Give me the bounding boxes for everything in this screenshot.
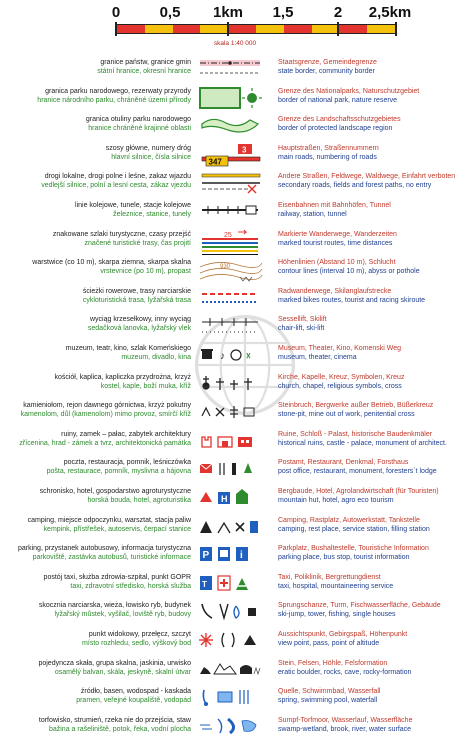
polish-czech-label (6, 144, 191, 162)
english-text: parking place, bus stop, tourist information (278, 554, 410, 562)
english-text: museum, theater, cinema (278, 354, 357, 361)
bike-route-icon (198, 286, 264, 312)
parking-icon (198, 543, 264, 569)
legend-symbol (198, 629, 264, 658)
legend-row (0, 485, 470, 514)
polish-text: skocznia narciarska, wieża, łowisko ryb, budynek (38, 602, 191, 610)
legend-symbol (198, 400, 264, 429)
czech-text: muzeum, divadlo, kina (121, 354, 191, 361)
german-english-label (278, 172, 468, 190)
german-english-label (278, 601, 468, 619)
legend-symbol (198, 86, 264, 115)
czech-text: hlavní silnice, čísla silnice (111, 153, 191, 161)
german-text: Postamt, Restaurant, Denkmal, Forsthaus (278, 459, 409, 467)
scale-segment (284, 25, 312, 33)
main-road-icon (198, 143, 264, 169)
polish-text: granica parku narodowego, rezerwaty przyrody (45, 87, 191, 95)
english-text: church, chapel, religious symbols, cross (278, 382, 402, 390)
scale-label: 2 (333, 4, 343, 21)
czech-text: státní hranice, okresní hranice (97, 68, 191, 75)
czech-text: kempink, přístřešek, autoservis, čerpací stanice (43, 525, 191, 533)
polish-text: muzeum, teatr, kino, szlak Komeńskiego (65, 345, 191, 352)
legend-row (0, 170, 470, 199)
polish-czech-label (6, 115, 191, 133)
polish-text: parking, przystanek autobusowy, informacja turystyczna (17, 545, 191, 553)
legend-symbol (198, 486, 264, 515)
german-text: Bergbaude, Hotel, Agrolandwirtschaft (für Touristen) (278, 488, 439, 495)
english-text: marked tourist routes, time distances (278, 239, 393, 247)
german-text: Höhenlinien (Abstand 10 m), Schlucht (278, 259, 396, 267)
polish-czech-label (6, 487, 191, 505)
polish-text: poczta, restauracja, pomnik, leśniczówka (63, 459, 191, 467)
polish-czech-label (6, 201, 191, 219)
german-english-label (278, 87, 468, 105)
english-text: marked bikes routes, tourist and racing skiroute (278, 296, 426, 304)
czech-text: sedačková lanovka, lyžařský vlek (87, 325, 191, 333)
german-english-label (278, 315, 468, 333)
polish-czech-label (6, 230, 191, 248)
polish-text: kamieniołom, rejon dawnego górnictwa, krzyż pokutny (23, 402, 191, 410)
polish-czech-label (6, 630, 191, 648)
quarry-icon (198, 400, 264, 426)
german-text: Staatsgrenze, Gemeindegrenze (278, 59, 377, 66)
scale-tick (395, 22, 397, 36)
polish-czech-label (6, 315, 191, 333)
legend-symbol (198, 372, 264, 401)
legend-symbol (198, 429, 264, 458)
czech-text: značené turistické trasy, čas projití (84, 239, 191, 247)
scale-segment (200, 25, 228, 33)
legend-symbol (198, 715, 264, 744)
polish-text: ruiny, zamek – pałac, zabytek architektury (61, 430, 191, 438)
castle-icon (198, 429, 264, 455)
legend-symbol (198, 543, 264, 572)
czech-text: železnice, stanice, tunely (113, 211, 191, 218)
german-text: Markierte Wanderwege, Wanderzeiten (278, 230, 397, 238)
scale-segment (173, 25, 201, 33)
czech-text: lyžařský můstek, vyšilač, loviště ryb, budovy (54, 611, 191, 619)
english-text: swamp-wetland, brook, river, water surface (278, 725, 412, 733)
legend-row (0, 657, 470, 686)
english-text: taxi, hospital, mountaineering service (278, 582, 394, 590)
ski-jump-icon (198, 600, 264, 626)
polish-czech-label (6, 58, 191, 76)
english-text: secondary roads, fields and forest paths, no entry (278, 182, 432, 190)
church-icon (198, 372, 264, 398)
legend-row (0, 456, 470, 485)
german-text: Andere Straßen, Feldwege, Waldwege, Einfahrt verboten (278, 173, 456, 181)
polish-czech-label (6, 344, 191, 362)
german-english-label (278, 144, 468, 162)
scale-tick (337, 22, 339, 36)
polish-text: punkt widokowy, przełęcz, szczyt (88, 631, 191, 638)
german-text: Eisenbahnen mit Bahnhöfen, Tunnel (278, 202, 391, 209)
polish-text: warstwice (co 10 m), skarpa ziemna, skarpa skalna (32, 259, 191, 267)
polish-text: linie kolejowe, tunele, stacje kolejowe (75, 202, 191, 209)
czech-text: osamělý balvan, skála, jeskyně, skalní útvar (54, 668, 191, 676)
czech-text: horská bouda, hotel, agroturistika (87, 497, 191, 504)
legend-symbol (198, 257, 264, 286)
scale-label: 0 (111, 4, 121, 21)
german-text: Stein, Felsen, Höhle, Felsformation (278, 659, 388, 667)
polish-czech-label (6, 258, 191, 276)
legend-row (0, 199, 470, 228)
polish-czech-label (6, 516, 191, 534)
legend-symbol (198, 515, 264, 544)
svg-text:☓: ☓ (246, 351, 251, 361)
legend-row (0, 685, 470, 714)
czech-text: zřícenina, hrad - zámek a tvrz, architektonická památka (19, 439, 191, 447)
scale-tick (115, 22, 117, 36)
scale-label: 2,5km (368, 4, 412, 21)
polish-text: torfowisko, strumień, rzeka nie do przejścia, staw (38, 716, 191, 724)
german-english-label (278, 630, 468, 648)
legend-symbol (198, 229, 264, 258)
german-english-label (278, 659, 468, 677)
scale-tick (227, 22, 229, 36)
legend-row (0, 256, 470, 285)
german-text: Ruine, Schloß - Palast, historische Baudenkmäler (278, 430, 433, 438)
german-text: Museum, Theater, Kino, Komenski Weg (278, 345, 402, 352)
scale-segment (145, 25, 173, 33)
english-text: stone-pit, mine out of work, penitential cross (278, 411, 415, 419)
scale-segment (312, 25, 340, 33)
german-english-label (278, 430, 468, 448)
german-text: Sumpf-Torfmoor, Wasserlauf, Wasserfläche (278, 716, 413, 724)
czech-text: místo rozhledu, sedlo, výškový bod (82, 640, 191, 647)
german-text: Parkplatz, Bushaltestelle, Touristiche Information (278, 545, 429, 553)
czech-text: cykloturistická trasa, lyžařská trasa (82, 296, 191, 304)
polish-czech-label (6, 659, 191, 677)
german-english-label (278, 201, 468, 219)
polish-text: źródło, basen, wodospad - kaskada (80, 688, 191, 696)
polish-czech-label (6, 172, 191, 190)
english-text: eratic boulder, rocks, cave, rocky-formation (278, 668, 412, 676)
contour-height-label: 930 (220, 264, 231, 271)
polish-czech-label (6, 573, 191, 591)
german-text: Quelle, Schwimmbad, Wasserfall (278, 688, 381, 696)
polish-text: pojedyncza skała, grupa skalna, jaskinia, urwisko (38, 659, 191, 667)
railway-icon (198, 200, 264, 226)
english-text: mountain hut, hotel, agro eco tourism (278, 497, 394, 504)
svg-text:P: P (202, 550, 210, 562)
german-english-label (278, 687, 468, 705)
rock-icon (198, 658, 264, 684)
legend-row (0, 56, 470, 85)
post-office-icon (198, 457, 264, 483)
scale-bar-segments (116, 24, 396, 34)
english-text: border of national park, nature reserve (278, 96, 398, 104)
german-english-label (278, 58, 468, 76)
trail-time-label: 25 (224, 231, 232, 239)
legend-symbol (198, 572, 264, 601)
polish-text: kościół, kaplica, kapliczka przydrożna, krzyż (54, 373, 191, 381)
german-english-label (278, 401, 468, 419)
german-text: Grenze des Nationalparks, Naturschutzgebiet (278, 87, 420, 95)
polish-czech-label (6, 716, 191, 734)
german-english-label (278, 716, 468, 734)
polish-text: szosy główne, numery dróg (105, 144, 191, 152)
german-text: Radwanderwege, Skilanglaufstrecke (278, 287, 392, 295)
local-road-icon (198, 171, 264, 197)
english-text: contour lines (interval 10 m), abyss or pothole (278, 268, 420, 276)
polish-text: drogi lokalne, drogi polne i leśne, zakaz wjazdu (44, 173, 191, 181)
german-text: Sessellift, Skilift (278, 316, 327, 324)
legend-row (0, 542, 470, 571)
legend-row (0, 628, 470, 657)
czech-text: taxi, zdravotní středisko, horská služba (70, 582, 191, 590)
german-text: Grenze des Landschaftsschutzgebietes (278, 116, 401, 124)
legend-row (0, 571, 470, 600)
scale-caption: skala 1:40 000 (213, 40, 257, 47)
polish-text: schronisko, hotel, gospodarstwo agroturystyczne (39, 488, 191, 495)
tourist-trail-icon (198, 229, 264, 255)
swamp-icon (198, 715, 264, 741)
polish-text: camping, miejsce odpoczynku, warsztat, stacja paliw (27, 516, 191, 524)
english-text: main roads, numbering of roads (278, 153, 377, 161)
scale-bar (0, 0, 470, 52)
english-text: state border, community border (278, 68, 375, 75)
czech-text: pošta, restaurace, pomník, myslivna a hájovna (46, 468, 191, 476)
german-text: Taxi, Poliklinik, Bergrettungdienst (278, 573, 381, 581)
german-english-label (278, 544, 468, 562)
german-text: Camping, Rastplatz, Autowerkstatt, Tankstelle (278, 516, 420, 524)
polish-text: granica otuliny parku narodowego (85, 116, 191, 124)
legend-row (0, 142, 470, 171)
polish-czech-label (6, 544, 191, 562)
legend-row (0, 399, 470, 428)
german-english-label (278, 344, 468, 362)
legend-row (0, 371, 470, 400)
english-text: camping, rest place, service station, filling station (278, 525, 430, 533)
legend-row (0, 313, 470, 342)
camping-icon (198, 515, 264, 541)
polish-text: postój taxi, służba zdrowia-szpital, punkt GOPR (43, 573, 191, 581)
legend-symbol (198, 600, 264, 629)
german-english-label (278, 458, 468, 476)
legend-symbol (198, 57, 264, 86)
legend-symbol (198, 200, 264, 229)
czech-text: pramen, veřejné koupaliště, vodopád (76, 697, 191, 705)
polish-czech-label (6, 458, 191, 476)
road-number-badge: 3 (242, 145, 247, 155)
english-text: border of protected landscape region (278, 125, 393, 133)
spring-icon (198, 686, 264, 712)
legend-row (0, 599, 470, 628)
english-text: historical ruins, castle - palace, monument of architect. (278, 439, 447, 447)
svg-text:i: i (240, 550, 243, 562)
legend-symbol (198, 686, 264, 715)
german-english-label (278, 373, 468, 391)
czech-text: vrstevnice (po 10 m), propast (100, 268, 191, 276)
legend-symbol (198, 143, 264, 172)
legend-symbol (198, 286, 264, 315)
national-park-border-icon (198, 86, 264, 112)
polish-czech-label (6, 601, 191, 619)
polish-text: ścieżki rowerowe, trasy narciarskie (82, 287, 191, 295)
scale-segment (339, 25, 367, 33)
english-text: view point, pass, point of altitude (278, 640, 380, 647)
polish-czech-label (6, 401, 191, 419)
polish-text: wyciąg krzesełkowy, inny wyciąg (89, 316, 191, 324)
polish-czech-label (6, 430, 191, 448)
legend-row (0, 85, 470, 114)
museum-icon (198, 343, 264, 369)
english-text: spring, swimming pool, waterfall (278, 697, 378, 705)
view-point-icon (198, 629, 264, 655)
legend-row (0, 714, 470, 743)
german-english-label (278, 487, 468, 505)
german-english-label (278, 115, 468, 133)
legend-symbol (198, 457, 264, 486)
scale-segment (117, 25, 145, 33)
german-text: Kirche, Kapelle, Kreuz, Symbolen, Kreuz (278, 373, 405, 381)
legend-symbol (198, 343, 264, 372)
svg-text:T: T (202, 579, 207, 589)
czech-text: hranice národního parku, chráněné území přírody (37, 96, 191, 104)
german-english-label (278, 573, 468, 591)
czech-text: kamenolom, důl (kamenolom) mimo provoz, smírčí kříž (20, 411, 191, 419)
english-text: chair-lift, ski-lift (278, 325, 325, 333)
legend-symbol (198, 658, 264, 687)
road-number-badge: 347 (208, 157, 222, 167)
legend-row (0, 113, 470, 142)
protected-landscape-icon (198, 114, 264, 140)
legend-row (0, 342, 470, 371)
scale-segment (367, 25, 395, 33)
scale-label: 0,5 (159, 4, 181, 21)
czech-text: parkoviště, zastávka autobusů, turistické informace (32, 554, 191, 562)
polish-czech-label (6, 87, 191, 105)
border-line-icon (198, 57, 264, 83)
scale-segment (256, 25, 284, 33)
german-english-label (278, 516, 468, 534)
polish-text: granice państw, granice gmin (100, 59, 191, 66)
german-text: Hauptstraßen, Straßennummern (278, 144, 379, 152)
legend-row (0, 428, 470, 457)
scale-label: 1km (212, 4, 244, 21)
polish-czech-label (6, 373, 191, 391)
german-text: Sprungschanze, Turm, Fischwasserfläche, Gebäude (278, 602, 441, 610)
polish-czech-label (6, 287, 191, 305)
svg-text:♪: ♪ (220, 351, 225, 362)
german-text: Steinbruch, Bergwerke außer Betrieb, Büßerkreuz (278, 402, 434, 410)
german-english-label (278, 287, 468, 305)
czech-text: bažina a rašeliniště, potok, řeka, vodní plocha (48, 725, 191, 733)
contour-lines-icon (198, 257, 264, 283)
scale-segment (228, 25, 256, 33)
legend-symbol (198, 314, 264, 343)
german-english-label (278, 230, 468, 248)
english-text: post office, restaurant, monument, foresters`t lodge (278, 468, 437, 476)
legend-row (0, 285, 470, 314)
czech-text: vedlejší silnice, polní a lesní cesta, zákaz vjezdu (41, 182, 191, 190)
english-text: ski-jump, tower, fishing, single houses (278, 611, 396, 619)
czech-text: hranice chráněné krajinné oblasti (88, 125, 191, 133)
polish-text: znakowane szlaki turystyczne, czasy przejść (52, 230, 191, 238)
polish-czech-label (6, 687, 191, 705)
german-english-label (278, 258, 468, 276)
english-text: railway, station, tunnel (278, 211, 347, 218)
legend-symbol (198, 114, 264, 143)
czech-text: kostel, kaple, boží muka, kříž (100, 382, 191, 390)
scale-label: 1,5 (272, 4, 294, 21)
taxi-icon (198, 572, 264, 598)
svg-text:H: H (221, 494, 228, 504)
legend-row (0, 228, 470, 257)
legend-row (0, 514, 470, 543)
mountain-hut-icon (198, 486, 264, 512)
german-text: Aussichtspunkt, Gebirgspaß, Höhenpunkt (278, 631, 408, 638)
legend-symbol (198, 171, 264, 200)
ski-lift-icon (198, 314, 264, 340)
